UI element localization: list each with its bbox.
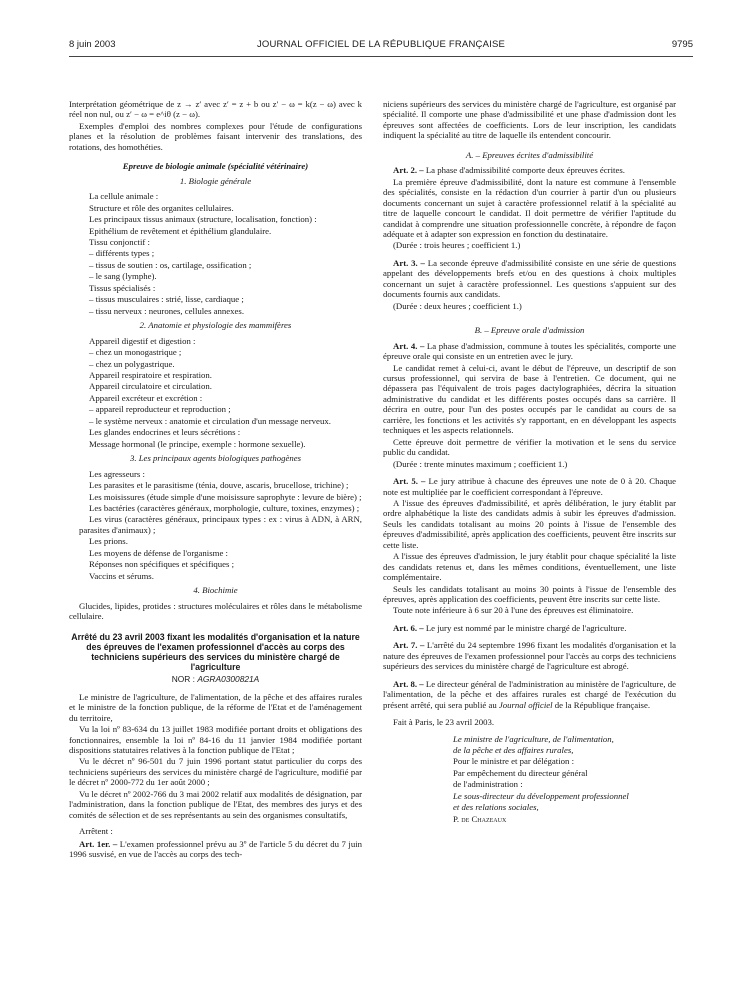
article-3: Art. 3. – La seconde épreuve d'admissibilité consiste en une série de questions appelant des développements brefs et/ou en des questions à choix multiples concernant un sujet à caractère professionnel. Les questions s'appuient sur des documents fournis aux candidats. bbox=[383, 257, 676, 300]
article-7: Art. 7. – L'arrêté du 24 septembre 1996 fixant les modalités d'organisation et la nature des épreuves de l'examen professionnel pour l'accès au corps des techniciens supérieurs des services du ministère chargé de l'agriculture est abrogé. bbox=[383, 640, 676, 672]
list-item: Appareil excréteur et excrétion : bbox=[89, 392, 203, 403]
article-6: Art. 6. – Le jury est nommé par le ministre chargé de l'agriculture. bbox=[393, 622, 627, 633]
nor-label: NOR : bbox=[171, 674, 195, 685]
signature-block bbox=[443, 734, 676, 825]
list-item: – tissu nerveux : neurones, cellules annexes. bbox=[89, 305, 245, 316]
list-item: Les principaux tissus animaux (structure, localisation, fonction) : bbox=[89, 214, 317, 225]
article-2: Art. 2. – La phase d'admissibilité comporte deux épreuves écrites. bbox=[393, 165, 625, 176]
header-page-number: 9795 bbox=[671, 39, 693, 50]
header-journal-title: JOURNAL OFFICIEL DE LA RÉPUBLIQUE FRANÇAISE bbox=[256, 39, 506, 50]
list-item: – chez un polygastrique. bbox=[89, 358, 175, 369]
biology-exam-title: Epreuve de biologie animale (spécialité vétérinaire) bbox=[122, 161, 309, 172]
preamble-paragraph: Vu la loi nº 83-634 du 13 juillet 1983 modifiée portant droits et obligations des fonctionnaires, ensemble la loi nº 84-16 du 11 janvier 1984 modifiée portant dispositions statutaires relatives à la fonction publique de l'Etat ; bbox=[69, 724, 362, 756]
list-item: Les glandes endocrines et leurs sécrétions : bbox=[89, 427, 241, 438]
list-item: – appareil reproducteur et reproduction ; bbox=[89, 404, 231, 415]
list-item: Tissu conjonctif : bbox=[89, 236, 150, 247]
list-item: Tissus spécialisés : bbox=[89, 282, 156, 293]
signature-date: Fait à Paris, le 23 avril 2003. bbox=[393, 717, 495, 728]
list-item: Les parasites et le parasitisme (ténia, douve, ascaris, brucellose, trichine) ; bbox=[89, 480, 349, 491]
article-5-paragraph: Toute note inférieure à 6 sur 20 à l'une des épreuves est éliminatoire. bbox=[393, 605, 634, 616]
list-item: Structure et rôle des organites cellulaires. bbox=[89, 202, 234, 213]
geometry-paragraph: Interprétation géométrique de z → z′ avec z′ = z + b ou z′ − ω = k(z − ω) avec k réel non nul, ou z′ − ω = e^iθ (z − ω). bbox=[69, 99, 362, 120]
section-1-title: 1. Biologie générale bbox=[179, 175, 252, 186]
preamble-paragraph: Vu le décret nº 2002-766 du 3 mai 2002 relatif aux modalités de désignation, par l'administration, dans la fonction publique de l'Etat, des membres des jurys et des comités de sélection et de ses représentants au sein des organismes consultatifs, bbox=[69, 788, 362, 820]
article-2-paragraph: La première épreuve d'admissibilité, dont la nature est commune à l'ensemble des spécialités, consiste en la rédaction d'un courrier à partir d'un ou plusieurs documents concernant un sujet à caractère professionnel relatif à la spécialité au titre de laquelle concourt le candidat. Il doit permettre de vérifier l'aptitude du candidat à comprendre une situation professionnelle concrète, à répondre de façon adéquate et à adapter son expression en fonction du destinataire. bbox=[383, 176, 676, 239]
right-column bbox=[383, 99, 676, 979]
section-2-list bbox=[69, 336, 362, 450]
signature-line: Par empêchement du directeur général bbox=[453, 767, 588, 778]
list-item: La cellule animale : bbox=[89, 191, 159, 202]
article-3-duration: (Durée : deux heures ; coefficient 1.) bbox=[393, 300, 522, 311]
article-2-duration: (Durée : trois heures ; coefficient 1.) bbox=[393, 240, 521, 251]
list-item: – tissus musculaires : strié, lisse, cardiaque ; bbox=[89, 294, 244, 305]
list-item: – chez un monogastrique ; bbox=[89, 347, 182, 358]
section-1-list bbox=[69, 191, 362, 316]
signature-line: de l'administration : bbox=[453, 779, 523, 790]
section-3-title: 3. Les principaux agents biologiques pathogènes bbox=[129, 453, 302, 464]
preamble-paragraph: Vu le décret nº 96-501 du 7 juin 1996 portant statut particulier du corps des techniciens supérieurs des services du ministère chargé de l'agriculture, modifié par le décret nº 2000-772 du 1er août 2000 ; bbox=[69, 756, 362, 788]
article-8: Art. 8. – Le directeur général de l'administration au ministère de l'agriculture, de l'alimentation, de la pêche et des affaires rurales est chargé de l'exécution du présent arrêté, qui sera publié au Journal officiel de la République française. bbox=[383, 678, 676, 710]
nor-value: AGRA0300821A bbox=[197, 674, 260, 685]
article-1: Art. 1er. – L'examen professionnel prévu au 3º de l'article 5 du décret du 7 juin 1996 susvisé, en vue de l'accès au corps des tech- bbox=[69, 838, 362, 860]
article-4-duration: (Durée : trente minutes maximum ; coefficient 1.) bbox=[393, 458, 568, 469]
article-5-paragraph: Seuls les candidats totalisant au moins 30 points à l'issue de l'ensemble des épreuves, après application des coefficients, peuvent être inscrits sur cette liste. bbox=[383, 583, 676, 605]
list-item: Les prions. bbox=[89, 536, 128, 547]
arrete-title: Arrêté du 23 avril 2003 fixant les modalités d'organisation et la nature des épreuves de l'examen professionnel d'accès au corps des techniciens supérieurs des services du ministère chargé de l'agriculture bbox=[71, 632, 360, 672]
article-5-paragraph: A l'issue des épreuves d'admissibilité, et après délibération, le jury établit par ordre alphabétique la liste des candidats admis à subir les épreuves d'admission. Seuls les candidats totalisant au moins 20 points à l'issue de l'ensemble des épreuves d'admissibilité, après application des coefficients, peuvent être inscrits sur cette liste. bbox=[383, 497, 676, 550]
signature-line: Le sous-directeur du développement professionnel bbox=[453, 790, 629, 801]
article-5: Art. 5. – Le jury attribue à chacune des épreuves une note de 0 à 20. Chaque note est multipliée par le coefficient correspondant à l'épreuve. bbox=[383, 476, 676, 497]
list-item: – le système nerveux : anatomie et circulation d'un message nerveux. bbox=[89, 415, 331, 426]
signature-line: et des relations sociales, bbox=[453, 802, 539, 813]
list-item: Epithélium de revêtement et épithélium glandulaire. bbox=[89, 225, 272, 236]
list-item: Appareil respiratoire et respiration. bbox=[89, 369, 212, 380]
signature-line: Le ministre de l'agriculture, de l'alimentation, bbox=[453, 733, 614, 744]
list-item: Les agresseurs : bbox=[89, 468, 145, 479]
left-column bbox=[69, 99, 362, 979]
list-item: Les bactéries (caractères généraux, morphologie, culture, toxines, enzymes) ; bbox=[89, 502, 360, 513]
section-2-title: 2. Anatomie et physiologie des mammifères bbox=[139, 320, 292, 331]
nor-reference bbox=[69, 674, 362, 684]
list-item: Message hormonal (le principe, exemple : hormone sexuelle). bbox=[89, 438, 306, 449]
section-b-title: B. – Epreuve orale d'admission bbox=[474, 325, 585, 336]
list-item: Vaccins et sérums. bbox=[89, 570, 154, 581]
article-1-continuation: niciens supérieurs des services du ministère chargé de l'agriculture, est organisé par spécialité. Il comporte une phase d'admissibilité et une phase d'admission dont les épreuves sont affectées de coefficients. Lors de leur inscription, les candidats indiquent la spécialité au titre de laquelle ils entendent concourir. bbox=[383, 99, 676, 141]
header-date: 8 juin 2003 bbox=[69, 39, 116, 50]
preamble-paragraph: Le ministre de l'agriculture, de l'alimentation, de la pêche et des affaires rurales et le ministre de la fonction publique, de la réforme de l'Etat et de l'aménagement du territoire, bbox=[69, 691, 362, 723]
article-4-paragraph: Le candidat remet à celui-ci, avant le début de l'épreuve, un descriptif de son cursus professionnel, qui servira de base à l'entretien. Ce document, qui ne dépassera pas l'équivalent de trois pages dactylographiées, décrira la situation administrative du candidat et les différents postes occupés dans sa carrière. Il décrira en outre, pour l'un des postes occupés par le candidat au cours de sa carrière, les fonctions et les activités s'y rapportant, en en développant les aspects techniques et les aspects relationnels. bbox=[383, 362, 676, 436]
section-a-title: A. – Epreuves écrites d'admissibilité bbox=[465, 149, 594, 160]
list-item: – différents types ; bbox=[89, 248, 155, 259]
list-item: – tissus de soutien : os, cartilage, ossification ; bbox=[89, 259, 252, 270]
header-rule bbox=[69, 56, 693, 57]
list-item: Appareil digestif et digestion : bbox=[89, 335, 196, 346]
page-header bbox=[69, 38, 693, 52]
biochemistry-text: Glucides, lipides, protides : structures moléculaires et rôles dans le métabolisme cellulaire. bbox=[69, 600, 362, 622]
list-item: Réponses non spécifiques et spécifiques ; bbox=[89, 559, 235, 570]
list-item: – le sang (lymphe). bbox=[89, 271, 157, 282]
arretent-line: Arrêtent : bbox=[79, 826, 113, 837]
signatory-name: P. de Chazeaux bbox=[453, 813, 507, 824]
article-4: Art. 4. – La phase d'admission, commune à toutes les spécialités, comporte une épreuve orale qui consiste en un entretien avec le jury. bbox=[383, 340, 676, 362]
section-3-list bbox=[69, 469, 362, 582]
article-5-paragraph: A l'issue des épreuves d'admission, le jury établit pour chaque spécialité la liste des candidats retenus et, dans les mêmes conditions, éventuellement, une liste complémentaire. bbox=[383, 551, 676, 583]
examples-paragraph: Exemples d'emploi des nombres complexes pour l'étude de configurations planes et la résolution de problèmes faisant intervenir des translations, des rotations, des homothéties. bbox=[69, 120, 362, 152]
list-item: Les moisissures (étude simple d'une moisissure saprophyte : levure de bière) ; bbox=[89, 491, 362, 502]
signature-line: de la pêche et des affaires rurales, bbox=[453, 745, 574, 756]
signature-line: Pour le ministre et par délégation : bbox=[453, 756, 575, 767]
section-4-title: 4. Biochimie bbox=[193, 585, 238, 596]
list-item: Les moyens de défense de l'organisme : bbox=[89, 547, 228, 558]
article-4-paragraph: Cette épreuve doit permettre de vérifier la motivation et le sens du service public du candidat. bbox=[383, 436, 676, 458]
list-item: Appareil circulatoire et circulation. bbox=[89, 381, 212, 392]
list-item: Les virus (caractères généraux, principaux types : ex : virus à ADN, à ARN, parasites d'animaux) ; bbox=[79, 514, 362, 535]
